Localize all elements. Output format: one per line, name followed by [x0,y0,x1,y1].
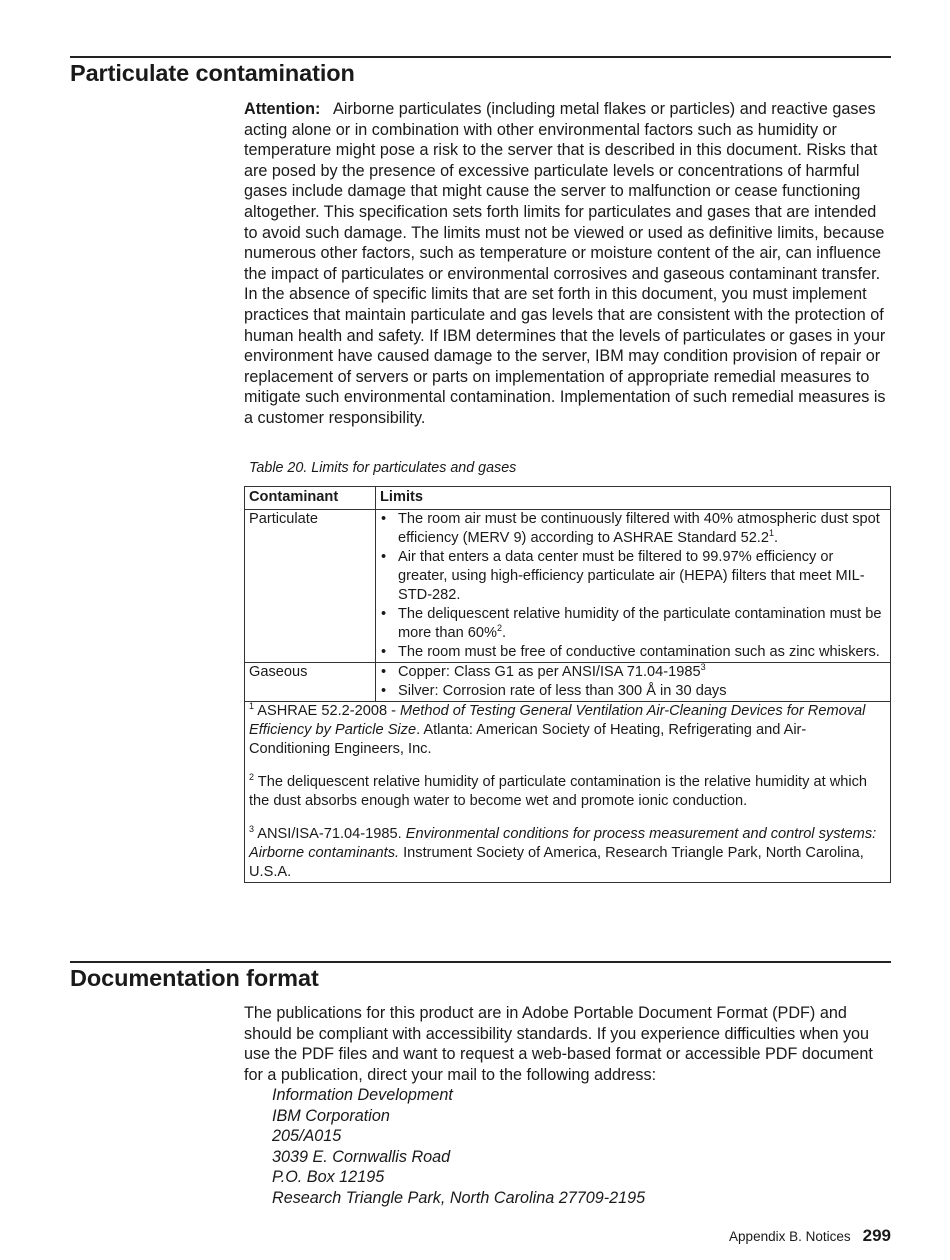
limits-table [244,486,891,883]
list-item: • Air that enters a data center must be filtered to 99.97% efficiency or greater, using high-efficiency particulate air (HEPA) filters that meet MIL-STD-282. [380,548,886,605]
footnote-3 [249,825,886,882]
table-row-gaseous [245,663,891,702]
footnote-title: Environmental conditions for process measurement and control systems: Airborne contaminants. [249,826,877,861]
list-item-text: Copper: Class G1 as per ANSI/ISA 71.04-1985 [398,664,701,680]
table-footnotes-row [245,702,891,883]
documentation-paragraph: The publications for this product are in Adobe Portable Document Format (PDF) and should be compliant with accessibility standards. If you experience difficulties when you use the PDF files and want to request a web-based format or accessible PDF document for a publication, direct your mail to the following address: [244,1004,873,1084]
table-row-particulate [245,510,891,663]
cell-particulate-limits [376,510,891,663]
gaseous-limits-list [380,663,886,701]
list-item: • The room must be free of conductive contamination such as zinc whiskers. [380,643,886,662]
page-number: 299 [862,1226,891,1245]
footnote-ref: 3 [700,662,706,673]
footnote-title: Method of Testing General Ventilation Air-Cleaning Devices for Removal Efficiency by Particle Size [249,703,866,738]
attention-label: Attention: [244,100,321,118]
section-rule-documentation [70,961,891,963]
attention-text: Airborne particulates (including metal flakes or particles) and reactive gases acting alone or in combination with other environmental factors such as humidity or temperature might pose a risk to the server that is described in this document. Risks that are posed by the presence of excessive particulate levels or concentrations of harmful gases include damage that might cause the server to malfunction or cease functioning altogether. This specification sets forth limits for particulates and gases that are intended to avoid such damage. The limits must not be viewed or used as definitive limits, because numerous other factors, such as temperature or moisture content of the air, can influence the impact of particulates or environmental corrosives and gaseous contaminant transfer. In the absence of specific limits that are set forth in this document, you must implement practices that maintain particulate and gas levels that are consistent with the protection of human health and safety. If IBM determines that the levels of particulates or gases in your environment have caused damage to the server, IBM may condition provision of repair or replacement of servers or parts on implementation of appropriate remedial measures to mitigate such environmental contamination. Implementation of such remedial measures is a customer responsibility. [244,100,886,427]
address-line: Information Development [272,1086,453,1104]
footnote-text: The deliquescent relative humidity of particulate contamination is the relative humidity at which the dust absorbs enough water to become wet and promote ionic conduction. [249,774,868,809]
address-line: Research Triangle Park, North Carolina 27709-2195 [272,1188,646,1207]
mailing-address [272,1085,645,1209]
list-item-text: The deliquescent relative humidity of the particulate contamination must be more than 60% [398,606,882,641]
list-item-end: . [502,625,507,641]
footnote-text: ASHRAE 52.2-2008 - [254,703,401,719]
footnote-text: Instrument Society of America, Research Triangle Park, North Carolina, U.S.A. [249,845,864,880]
address-line: 205/A015 [272,1127,342,1146]
address-line: IBM Corporation [272,1106,390,1125]
table-footnotes [245,702,891,883]
section-heading-particulate: Particulate contamination [70,60,355,86]
particulate-limits-list [380,510,886,662]
list-item-text: The room air must be continuously filtered with 40% atmospheric dust spot efficiency (MERV 9) according to ASHRAE Standard 52.2 [398,511,880,546]
table-header-row [245,487,891,510]
section-heading-documentation: Documentation format [70,965,319,991]
list-item [380,510,886,548]
footnote-number: 2 [249,772,255,783]
address-line: P.O. Box 12195 [272,1168,385,1187]
cell-particulate-label: Particulate [245,510,376,663]
list-item [380,605,886,643]
table-caption: Table 20. Limits for particulates and gases [249,460,517,476]
footnote-text: ANSI/ISA-71.04-1985. [254,826,406,842]
address-line: 3039 E. Cornwallis Road [272,1147,451,1166]
footnote-ref: 2 [496,623,502,634]
footnote-ref: 1 [768,528,774,539]
cell-gaseous-limits [376,663,891,702]
footnote-2 [249,773,886,811]
footer-label: Appendix B. Notices [729,1229,851,1244]
footnote-1 [249,702,886,759]
header-limits: Limits [376,487,891,510]
footnote-number: 1 [249,701,255,712]
section-rule-top [70,56,891,58]
list-item [380,663,886,682]
list-item-end: . [774,530,779,546]
list-item: • Silver: Corrosion rate of less than 300 Å in 30 days [380,682,886,701]
footnote-text: . Atlanta: American Society of Heating, Refrigerating and Air-Conditioning Engineers, Inc. [249,722,807,757]
header-contaminant: Contaminant [245,487,376,510]
attention-paragraph [244,99,891,429]
cell-gaseous-label: Gaseous [245,663,376,702]
page-footer [729,1226,891,1246]
footnote-number: 3 [249,824,255,835]
